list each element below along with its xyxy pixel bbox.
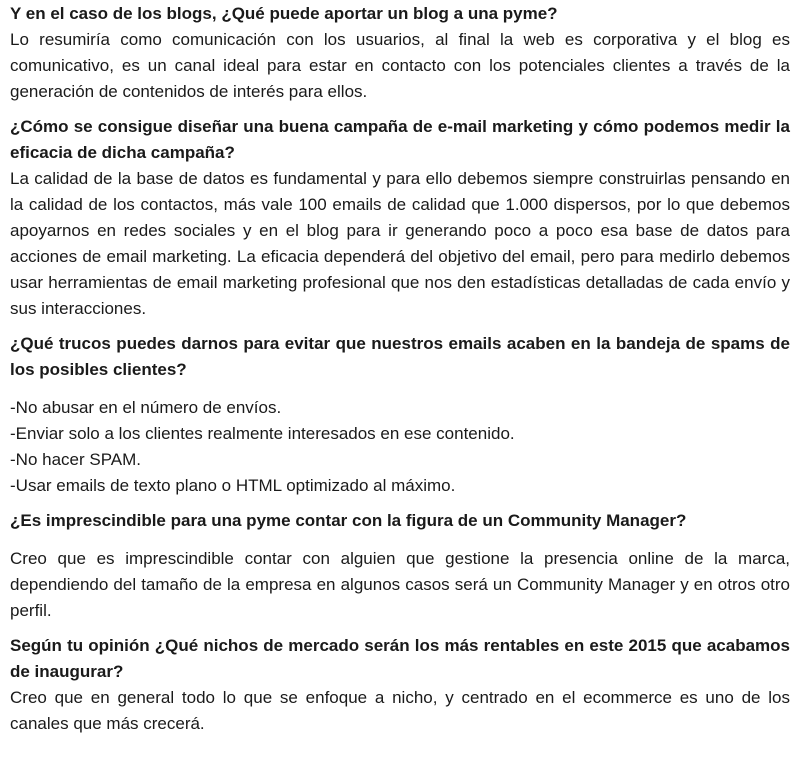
list-item: -No abusar en el número de envíos. xyxy=(10,398,282,417)
question-community-manager: ¿Es imprescindible para una pyme contar con la figura de un Community Manager? xyxy=(10,511,687,530)
answer-blogs: Lo resumiría como comunicación con los usuarios, al final la web es corporativa y el blog es comunicativo, es un canal ideal para estar en contacto con los potenciales clientes a través de la generación de contenidos de interés para ellos. xyxy=(10,30,790,101)
question-email-campaign: ¿Cómo se consigue diseñar una buena campaña de e-mail marketing y cómo podemos medir la eficacia de dicha campaña? xyxy=(10,117,790,162)
answer-email-campaign: La calidad de la base de datos es fundamental y para ello debemos siempre construirlas pensando en la calidad de los contactos, más vale 100 emails de calidad que 1.000 dispersos, por lo que debemos apoyarnos en redes sociales y en el blog para ir generando poco a poco esa base de datos para acciones de email marketing. La eficacia dependerá del objetivo del email, pero para medirlo debemos usar herramientas de email marketing profesional que nos den estadísticas detalladas de cada envío y sus interacciones. xyxy=(10,169,790,318)
question-blogs: Y en el caso de los blogs, ¿Qué puede aportar un blog a una pyme? xyxy=(10,4,558,23)
list-item: -Usar emails de texto plano o HTML optimizado al máximo. xyxy=(10,476,456,495)
question-market-niches: Según tu opinión ¿Qué nichos de mercado serán los más rentables en este 2015 que acabamos de inaugurar? xyxy=(10,636,790,681)
spam-tips-list xyxy=(10,395,790,499)
question-spam-tricks: ¿Qué trucos puedes darnos para evitar que nuestros emails acaben en la bandeja de spams de los posibles clientes? xyxy=(10,334,790,379)
answer-market-niches: Creo que en general todo lo que se enfoque a nicho, y centrado en el ecommerce es uno de los canales que más crecerá. xyxy=(10,688,790,733)
list-item: -No hacer SPAM. xyxy=(10,450,142,469)
answer-community-manager: Creo que es imprescindible contar con alguien que gestione la presencia online de la marca, dependiendo del tamaño de la empresa en algunos casos será un Community Manager y en otros otro perfil. xyxy=(10,549,790,620)
list-item: -Enviar solo a los clientes realmente interesados en ese contenido. xyxy=(10,424,515,443)
